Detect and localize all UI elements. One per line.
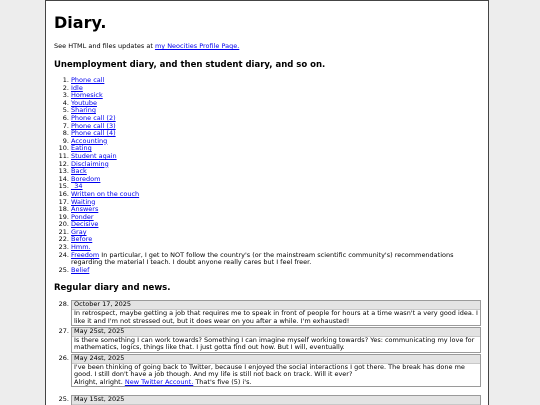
entry-link[interactable]: _34 <box>71 182 83 191</box>
page-title: Diary. <box>54 13 107 32</box>
entry-box <box>71 300 481 326</box>
diary-entry <box>71 354 481 387</box>
list-item <box>71 267 481 275</box>
list-item <box>71 168 481 176</box>
entry-link[interactable]: Disclaiming <box>71 159 109 168</box>
entry-link[interactable]: Gray <box>71 227 87 236</box>
section-heading-unemployment: Unemployment diary, and then student diary, and so on. <box>54 60 326 70</box>
page-container <box>45 0 489 405</box>
entry-link[interactable]: Waiting <box>71 197 96 206</box>
entry-link[interactable]: Boredom <box>71 174 101 183</box>
entry-box <box>71 327 481 353</box>
unemployment-diary-list <box>54 77 481 274</box>
list-item <box>71 221 481 229</box>
entry-link[interactable]: Before <box>71 235 93 244</box>
entry-box <box>71 354 481 387</box>
diary-entry <box>71 327 481 353</box>
entry-paragraph: Alright, alright. New Twitter Account. That's five (5) i's. <box>74 377 252 386</box>
entry-link[interactable]: Student again <box>71 151 117 160</box>
neocities-profile-link[interactable]: my Neocities Profile Page. <box>154 42 240 50</box>
entry-link[interactable]: Phone call <box>71 76 105 84</box>
entry-date: 26. May 24st, 2025 <box>72 355 480 364</box>
entry-date: 25. May 15st, 2025 <box>72 396 480 405</box>
list-item <box>71 176 481 184</box>
entry-text <box>72 364 480 387</box>
section-heading-regular: Regular diary and news. <box>54 283 171 294</box>
entry-link[interactable]: Youtube <box>71 98 97 107</box>
entry-link[interactable]: Belief <box>71 265 90 274</box>
entry-box <box>71 395 481 405</box>
entry-paragraph: I've been thinking of going back to Twitter, because I enjoyed the social interactions I got there. The break has done me good. I still don't have a job though. And my life is still not back on track. Will it ever? <box>74 362 465 379</box>
entry-link[interactable]: Phone call (4) <box>71 129 116 138</box>
entry-text: Is there something I can work towards? Something I can imagine myself working towards? Yes: communicating my love for mathematics, logics, things like that. I just gotta find out how. But I will, eventually. <box>74 335 475 352</box>
diary-entry <box>71 395 481 405</box>
entry-link[interactable]: Sharing <box>71 106 96 115</box>
entry-link[interactable]: Hmm. <box>71 243 91 252</box>
twitter-account-link[interactable]: New Twitter Account. <box>124 377 194 386</box>
list-item <box>71 107 481 115</box>
list-item <box>71 138 481 146</box>
entry-link[interactable]: Written on the couch <box>71 189 140 198</box>
entry-link[interactable]: Freedom <box>71 250 100 259</box>
intro-text: See HTML and files updates at my Neocities Profile Page. <box>54 42 240 50</box>
list-item <box>71 77 481 85</box>
entry-link[interactable]: Eating <box>71 144 92 153</box>
regular-diary-list <box>54 300 481 405</box>
list-item <box>71 145 481 153</box>
entry-text: In retrospect, maybe getting a job that requires me to speak in front of people for hours at a time wasn't a very good idea. I like it and I'm not stressed out, but it does wear on you after a while. I'm exhausted! <box>74 309 478 325</box>
entry-link[interactable]: Decisive <box>71 220 99 229</box>
freedom-note: In particular, I get to NOT follow the country's (or the mainstream scientific community's) recommendations regarding the material I teach. I doubt anyone really cares but I feel freer. <box>71 250 454 267</box>
list-item <box>71 199 481 207</box>
list-item <box>71 100 481 108</box>
list-item <box>71 153 481 161</box>
list-item <box>71 214 481 222</box>
entry-link[interactable]: Accounting <box>71 136 108 145</box>
list-item <box>71 252 481 267</box>
list-item <box>71 236 481 244</box>
list-item <box>71 85 481 93</box>
entry-date: 27. May 25st, 2025 <box>72 328 480 337</box>
entry-link[interactable]: Phone call (2) <box>71 113 116 122</box>
entry-link[interactable]: Answers <box>71 205 99 214</box>
list-item <box>71 130 481 138</box>
entry-link[interactable]: Back <box>71 167 87 176</box>
entry-date: 28. October 17, 2025 <box>72 301 480 310</box>
list-item <box>71 123 481 131</box>
entry-link[interactable]: Homesick <box>71 91 103 100</box>
list-item <box>71 92 481 100</box>
entry-link[interactable]: Ponder <box>71 212 94 221</box>
entry-link[interactable]: Phone call (3) <box>71 121 116 130</box>
list-item <box>71 229 481 237</box>
list-item <box>71 191 481 199</box>
list-item <box>71 115 481 123</box>
entry-link[interactable]: Idle <box>71 83 83 92</box>
diary-entry <box>71 300 481 326</box>
list-item <box>71 161 481 169</box>
list-item <box>71 206 481 214</box>
